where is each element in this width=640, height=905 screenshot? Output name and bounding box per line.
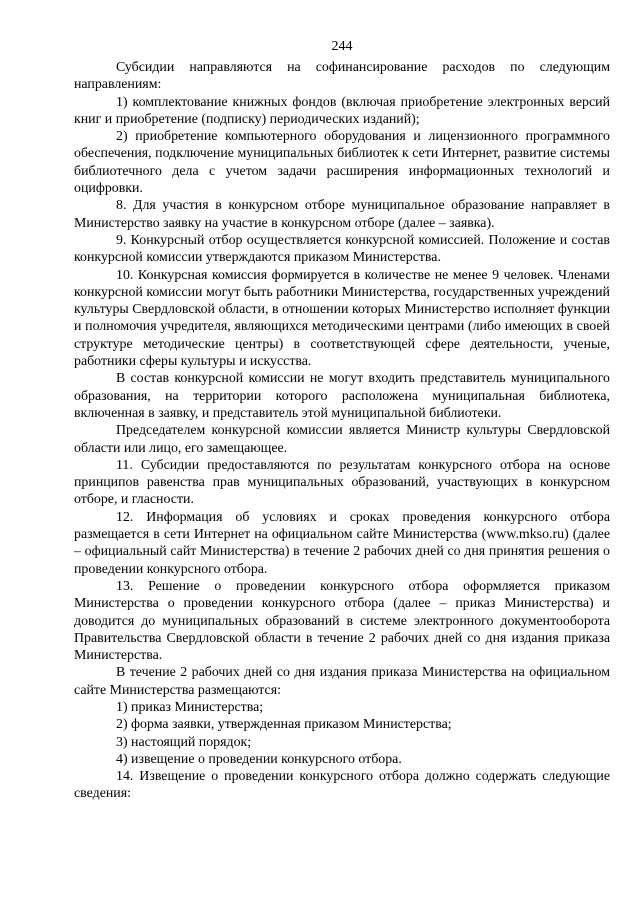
paragraph: 13. Решение о проведении конкурсного отбора оформляется приказом Министерства о проведении конкурсного отбора (далее – приказ Министерства) и доводится до муниципальных образований в системе электронного документооборота Правительства Свердловской области в течение 2 рабочих дней со дня издания приказа Министерства.: [74, 578, 610, 664]
document-body: [74, 59, 610, 803]
paragraph: 4) извещение о проведении конкурсного отбора.: [116, 751, 402, 767]
paragraph: 1) приказ Министерства;: [116, 699, 264, 715]
paragraph: В состав конкурсной комиссии не могут входить представитель муниципального образования, на территории которого расположена муниципальная библиотека, включенная в заявку, и представитель этой муниципальной библиотеки.: [74, 371, 610, 421]
paragraph: 2) форма заявки, утвержденная приказом Министерства;: [116, 717, 452, 733]
paragraph: 3) настоящий порядок;: [116, 734, 252, 750]
paragraph: Председателем конкурсной комиссии является Министр культуры Свердловской области или лицо, его замещающее.: [74, 423, 610, 456]
paragraph: 12. Информация об условиях и сроках проведения конкурсного отбора размещается в сети Интернет на официальном сайте Министерства (www.mkso.ru) (далее – официальный сайт Министерства) в течение 2 рабочих дней со дня принятия решения о проведении конкурсного отбора.: [74, 509, 610, 577]
paragraph: 14. Извещение о проведении конкурсного отбора должно содержать следующие сведения:: [74, 769, 610, 802]
paragraph: 2) приобретение компьютерного оборудования и лицензионного программного обеспечения, подключение муниципальных библиотек к сети Интернет, развитие системы библиотечного дела с учетом задачи расширения информационных технологий и оцифровки.: [74, 129, 610, 197]
document-page: [74, 38, 610, 803]
paragraph: 1) комплектование книжных фондов (включая приобретение электронных версий книг и приобретение (подписку) периодических изданий);: [74, 94, 610, 127]
paragraph: 8. Для участия в конкурсном отборе муниципальное образование направляет в Министерство заявку на участие в конкурсном отборе (далее – заявка).: [74, 198, 610, 231]
paragraph: Субсидии направляются на софинансирование расходов по следующим направлениям:: [74, 60, 610, 93]
page-number: 244: [331, 39, 353, 54]
paragraph: В течение 2 рабочих дней со дня издания приказа Министерства на официальном сайте Министерства размещаются:: [74, 665, 610, 698]
paragraph: 10. Конкурсная комиссия формируется в количестве не менее 9 человек. Членами конкурсной комиссии могут быть работники Министерства, государственных учреждений культуры Свердловской области, в отношении которых Министерство исполняет функции и полномочия учредителя, являющихся методическими центрами (либо имеющих в своей структуре методические центры) в соответствующей сфере деятельности, ученые, работники сферы культуры и искусства.: [74, 267, 610, 370]
paragraph: 11. Субсидии предоставляются по результатам конкурсного отбора на основе принципов равенства прав муниципальных образований, участвующих в конкурсном отборе, и гласности.: [74, 457, 610, 508]
paragraph: 9. Конкурсный отбор осуществляется конкурсной комиссией. Положение и состав конкурсной комиссии утверждаются приказом Министерства.: [74, 232, 610, 266]
